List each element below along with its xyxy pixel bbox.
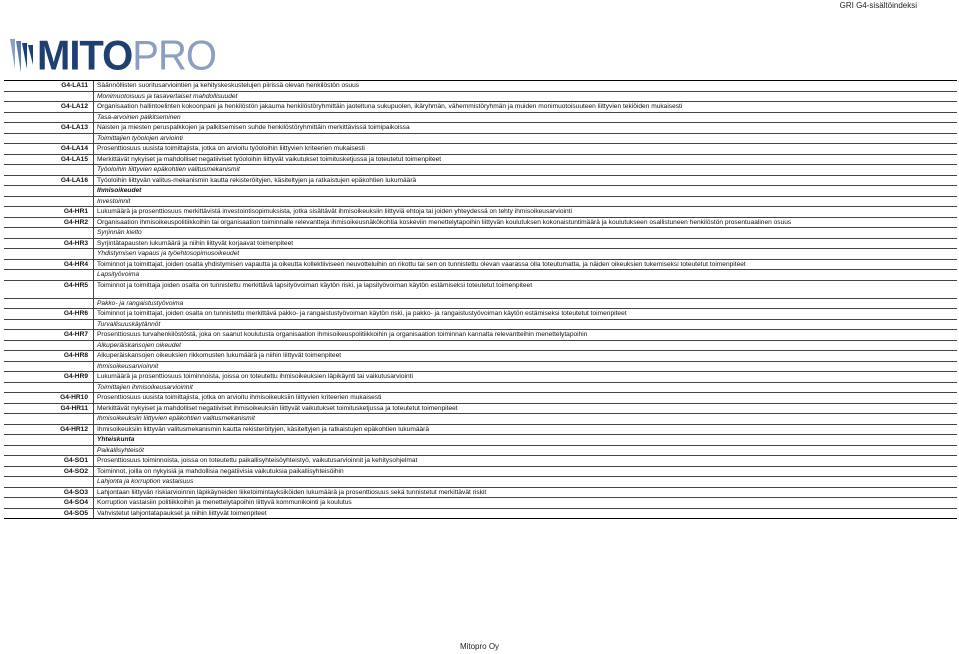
indicator-description: Alkuperäiskansojen oikeudet bbox=[97, 341, 181, 349]
indicator-description: Pakko- ja rangaistustyövoima bbox=[97, 299, 184, 307]
indicator-code: G4-HR11 bbox=[4, 404, 94, 414]
category-row bbox=[4, 134, 957, 145]
indicator-code: G4-LA12 bbox=[4, 102, 94, 112]
indicator-description: Lahjontaan liittyvän riskiarvioinnin läpikäyneiden liiketoimintayksiköiden lukumäärä ja prosenttiosuus sekä tunnistetut merkittävät riskit bbox=[97, 488, 487, 496]
indicator-description: Työoloihin liittyvän valitus-mekanismin kautta rekisteröityjen, käsiteltyjen ja ratkaistujen epäkohtien lukumäärä bbox=[97, 176, 417, 184]
indicator-description: Vahvistetut lahjontatapaukset ja niihin liittyvät toimenpiteet bbox=[97, 509, 267, 517]
indicator-description: Ihmisoikeuksiin liittyvien epäkohtien valitusmekanismit bbox=[97, 415, 255, 422]
category-row bbox=[4, 113, 957, 124]
category-row bbox=[4, 341, 957, 352]
indicator-code bbox=[4, 228, 94, 238]
indicator-description: Alkuperäiskansojen oikeuksien rikkomusten lukumäärä ja niihin liittyvät toimenpiteet bbox=[97, 352, 342, 359]
category-row bbox=[4, 165, 957, 176]
indicator-code: G4-LA11 bbox=[4, 81, 94, 91]
indicator-code: G4-SO3 bbox=[4, 488, 94, 498]
indicator-description: Monimuotoisuus ja tasavertaiset mahdollisuudet bbox=[97, 92, 238, 100]
indicator-code bbox=[4, 477, 94, 487]
table-row bbox=[4, 372, 957, 383]
table-row bbox=[4, 425, 957, 436]
table-row bbox=[4, 207, 957, 218]
table-row bbox=[4, 309, 957, 320]
indicator-code bbox=[4, 446, 94, 456]
indicator-code: G4-LA14 bbox=[4, 144, 94, 154]
category-row bbox=[4, 299, 957, 310]
table-row bbox=[4, 239, 957, 250]
indicator-description: Ihmisoikeudet bbox=[97, 187, 142, 194]
indicator-code bbox=[4, 113, 94, 123]
indicator-code: G4-HR2 bbox=[4, 218, 94, 228]
indicator-code bbox=[4, 362, 94, 372]
indicator-description: Merkittävät nykyiset ja mahdolliset negatiiviset ihmisoikeuksiin liittyvät vaikutukset toimitusketjussa ja toteutetut toimenpiteet bbox=[97, 404, 458, 412]
indicator-description: Lukumäärä ja prosenttiosuus merkittävistä investointisopimuksista, jotka sisältävät ihmisoikeuksiin liittyviä ehtoja tai joiden yhteydessä on tehty ihmisoikeusarviointi bbox=[97, 208, 572, 215]
indicator-description: Turvallisuuskäytännöt bbox=[97, 320, 161, 328]
indicator-code bbox=[4, 249, 94, 259]
indicator-description: Toimittajien työolojen arviointi bbox=[97, 134, 183, 142]
indicator-description: Syrjintätapausten lukumäärä ja niihin liittyvät korjaavat toimenpiteet bbox=[97, 239, 294, 247]
indicator-description: Korruption vastaisiin politiikkoihin ja menettelytapoihin liittyvä kommunikointi ja koulutus bbox=[97, 499, 352, 506]
indicator-code: G4-HR10 bbox=[4, 393, 94, 403]
table-row bbox=[4, 144, 957, 155]
indicator-description: Lukumäärä ja prosenttiosuus toiminnoista, joissa on toteutettu ihmisoikeuksien läpikäynti tai vaikutusarviointi bbox=[97, 373, 413, 380]
table-row bbox=[4, 498, 957, 509]
indicator-code: G4-HR5 bbox=[4, 281, 94, 298]
category-row bbox=[4, 197, 957, 208]
indicator-code bbox=[4, 134, 94, 144]
indicator-code bbox=[4, 270, 94, 280]
indicator-description: Ihmisoikeuksiin liittyvän valitusmekanismin kautta rekisteröityjen, käsiteltyjen ja ratkaistujen epäkohtien lukumäärä bbox=[97, 425, 430, 433]
category-row bbox=[4, 362, 957, 373]
indicator-code: G4-SO4 bbox=[4, 498, 94, 508]
indicator-code: G4-HR6 bbox=[4, 309, 94, 319]
category-row bbox=[4, 270, 957, 281]
category-row bbox=[4, 249, 957, 260]
indicator-code: G4-HR1 bbox=[4, 207, 94, 217]
document-header-title: GRI G4-sisältöindeksi bbox=[839, 1, 917, 10]
table-row bbox=[4, 351, 957, 362]
table-row bbox=[4, 467, 957, 478]
table-row bbox=[4, 102, 957, 113]
document-footer: Mitopro Oy bbox=[459, 642, 500, 651]
indicator-code: G4-HR12 bbox=[4, 425, 94, 435]
indicator-code: G4-HR7 bbox=[4, 330, 94, 340]
table-row bbox=[4, 218, 957, 229]
category-row bbox=[4, 320, 957, 331]
table-row bbox=[4, 260, 957, 271]
indicator-description: Toimittajien ihmisoikeusarvioinnit bbox=[97, 383, 193, 391]
indicator-description: Syrjinnän kielto bbox=[97, 229, 142, 236]
indicator-code bbox=[4, 414, 94, 424]
indicator-code bbox=[4, 320, 94, 330]
section-heading-row bbox=[4, 186, 957, 197]
indicator-code: G4-HR8 bbox=[4, 351, 94, 361]
indicator-description: Yhteiskunta bbox=[97, 436, 135, 443]
indicator-code: G4-HR9 bbox=[4, 372, 94, 382]
category-row bbox=[4, 414, 957, 425]
table-row bbox=[4, 155, 957, 166]
indicator-description: Prosenttiosuus uusista toimittajista, jotka on arvioitu työoloihin liittyvien kriteerien mukaisesti bbox=[97, 145, 365, 152]
category-row bbox=[4, 477, 957, 488]
indicator-code bbox=[4, 383, 94, 393]
indicator-code bbox=[4, 299, 94, 309]
table-row bbox=[4, 509, 957, 519]
indicator-description: Yhdistymisen vapaus ja työehtosopimusoikeudet bbox=[97, 250, 240, 257]
table-row bbox=[4, 404, 957, 415]
table-row bbox=[4, 176, 957, 187]
category-row bbox=[4, 92, 957, 103]
indicator-description: Toiminnot, joilla on nykyisiä ja mahdollisia negatiivisia vaikutuksia paikallisyhteisöihin bbox=[97, 467, 344, 475]
table-row bbox=[4, 488, 957, 499]
indicator-description: Prosenttiosuus toiminnoista, joissa on toteutettu paikallisyhteisöyhteistyö, vaikutusarvioinnit ja kehitysohjelmat bbox=[97, 457, 418, 464]
category-row bbox=[4, 446, 957, 457]
indicator-description: Lahjonta ja korruption vastaisuus bbox=[97, 478, 194, 485]
indicator-description: Tasa-arvoinen palkitseminen bbox=[97, 113, 181, 121]
indicator-code: G4-LA16 bbox=[4, 176, 94, 186]
indicator-description: Organisaation ihmisoikeuspolitiikkoihin tai organisaation toiminnalle relevantteja ihmisoikeusnäkökohtia koskeviin menettelytapoihin liittyvän koulutuksen kokonaistuntimäärä ja koulutukseen osallistuneen henkilöstön prosentuaalinen osuus bbox=[97, 218, 792, 226]
table-row bbox=[4, 81, 957, 92]
indicator-description: Paikallisyhteisöt bbox=[97, 446, 144, 454]
indicator-description: Toiminnot ja toimittaja joiden osalta on tunnistettu merkittävä lapsityövoiman käytön riski, ja lapsityövoiman käytön estämiseksi toteutetut toimenpiteet bbox=[97, 281, 533, 289]
indicator-code bbox=[4, 165, 94, 175]
indicator-code: G4-LA13 bbox=[4, 123, 94, 133]
table-row bbox=[4, 393, 957, 404]
indicator-code: G4-SO5 bbox=[4, 509, 94, 519]
indicator-description: Työoloihin liittyvien epäkohtien valitusmekanismit bbox=[97, 166, 240, 173]
indicator-description: Säännöllisten suoritusarviointien ja kehityskeskustelujen piirissä olevan henkilöstön osuus bbox=[97, 82, 360, 89]
indicator-description: Prosenttiosuus turvahenkilöstöstä, joka on saanut koulutusta organisaation ihmisoikeuspolitiikkoihin ja organisaation toiminnan kannalta relevantteihin menettelytapoihin bbox=[97, 331, 588, 338]
gri-content-index-table bbox=[4, 80, 957, 519]
indicator-description: Toiminnot ja toimittajat, joiden osalta yhdistymisen vapautta ja oikeutta kollektiiviseen neuvotteluihin on rikottu tai sen on tunnistettu olevan vaarassa olla toteutumatta, ja näiden oikeuksien tukemiseksi toteutetut toimenpiteet bbox=[97, 260, 746, 268]
indicator-code: G4-SO2 bbox=[4, 467, 94, 477]
indicator-code bbox=[4, 197, 94, 207]
indicator-description: Investoinnit bbox=[97, 197, 131, 205]
indicator-code bbox=[4, 435, 94, 445]
company-logo bbox=[10, 32, 216, 80]
indicator-description: Organisaation hallintoelinten kokoonpani ja henkilöstön jakauma henkilöstöryhmittäin jaoteltuna sukupuolen, ikäryhmän, vähemmistöryhmän ja muiden monimuotoisuuteen liittyvien tekiöiden mukaisesti bbox=[97, 103, 683, 110]
table-row bbox=[4, 456, 957, 467]
indicator-code bbox=[4, 186, 94, 196]
indicator-description: Lapsityövoima bbox=[97, 271, 140, 278]
indicator-description: Prosenttiosuus uusista toimittajista, jotka on arvioitu ihmisoikeuksiin liittyvien kriteerien mukaisesti bbox=[97, 394, 382, 401]
section-heading-row bbox=[4, 435, 957, 446]
indicator-description: Merkittävät nykyiset ja mahdolliset negatiiviset työoloihin liittyvät vaikutukset toimitusketjussa ja toteutetut toimenpiteet bbox=[97, 155, 442, 163]
indicator-code: G4-HR3 bbox=[4, 239, 94, 249]
indicator-code bbox=[4, 341, 94, 351]
category-row bbox=[4, 383, 957, 394]
indicator-description: Naisten ja miesten peruspalkkojen ja palkitsemisen suhde henkilöstöryhmittäin merkittävissä toimipaikoissa bbox=[97, 124, 410, 131]
indicator-code: G4-SO1 bbox=[4, 456, 94, 466]
indicator-code bbox=[4, 92, 94, 102]
category-row bbox=[4, 228, 957, 239]
table-row bbox=[4, 281, 957, 299]
table-row bbox=[4, 123, 957, 134]
indicator-code: G4-HR4 bbox=[4, 260, 94, 270]
indicator-description: Toiminnot ja toimittajat, joiden osalta on tunnistettu merkittävä pakko- ja rangaistustyövoiman käytön riski, ja pakko- ja rangaistustyövoiman käytön estämiseksi toteutetut toimenpiteet bbox=[97, 310, 627, 317]
indicator-code: G4-LA15 bbox=[4, 155, 94, 165]
logo-mark-icon bbox=[10, 39, 36, 73]
indicator-description: Ihmisoikeusarvioinnit bbox=[97, 362, 159, 370]
table-row bbox=[4, 330, 957, 341]
logo-wordmark: MITOPRO bbox=[37, 32, 216, 80]
